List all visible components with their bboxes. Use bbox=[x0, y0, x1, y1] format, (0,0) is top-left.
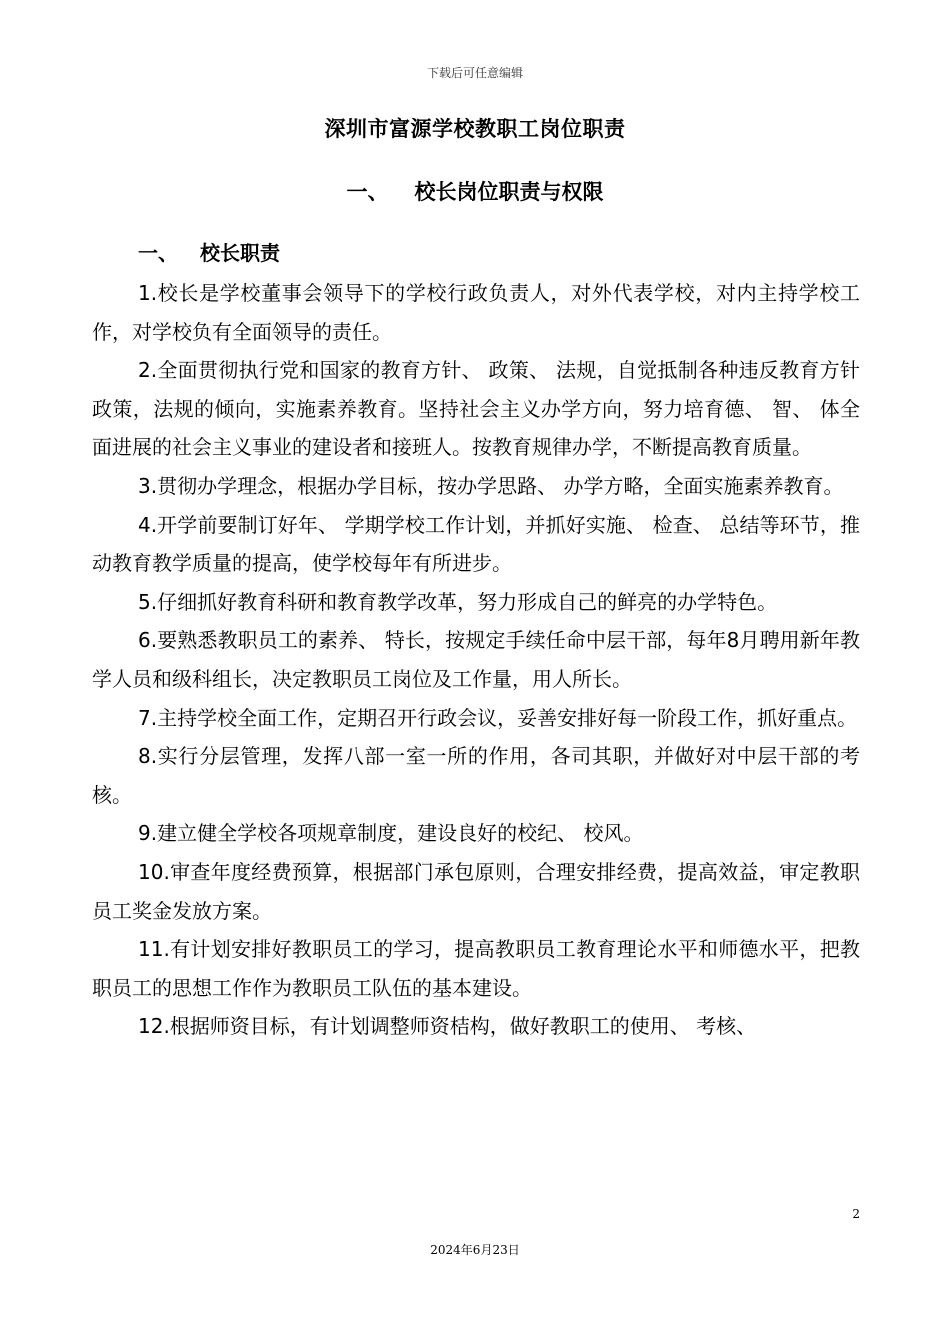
page-number: 2 bbox=[852, 1207, 860, 1221]
subsection-title-text: 校长职责 bbox=[200, 241, 280, 265]
paragraph-5: 5.仔细抓好教育科研和教育教学改革，努力形成自己的鲜亮的办学特色。 bbox=[138, 589, 778, 614]
footer-date: 2024年6月23日 bbox=[430, 1243, 520, 1257]
subsection-heading bbox=[138, 237, 280, 266]
subsection-number: 一、 bbox=[138, 241, 178, 265]
section-title-text: 校长岗位职责与权限 bbox=[414, 180, 604, 204]
paragraph-12: 12.根据师资目标，有计划调整师资桔构，做好教职工的使用、 考核、 bbox=[138, 1014, 757, 1039]
section-heading bbox=[0, 176, 950, 206]
paragraph-9: 9.建立健全学校各项规章制度，建设良好的校纪、 校风。 bbox=[138, 821, 644, 846]
paragraph-2: 2.全面贯彻执行党和国家的教育方针、 政策、 法规，自觉抵制各种违反教育方针政策，法规的倾向，实施素养教育。坚持社会主义办学方向，努力培育德、 智、 体全面进展的社会主义事业的建设者和接班人。按教育规律办学，不断提高教育质量。 bbox=[92, 358, 860, 460]
body-text bbox=[92, 274, 860, 1046]
paragraph-1: 1.校长是学校董事会领导下的学校行政负责人，对外代表学校，对内主持学校工作，对学校负有全面领导的责任。 bbox=[92, 281, 860, 344]
paragraph-4: 4.开学前要制订好年、 学期学校工作计划，并抓好实施、 检查、 总结等环节，推动教育教学质量的提高，使学校每年有所进步。 bbox=[92, 512, 860, 576]
document-title: 深圳市富源学校教职工岗位职责 bbox=[324, 117, 626, 141]
paragraph-7: 7.主持学校全面工作，定期召开行政会议，妥善安排好每一阶段工作，抓好重点。 bbox=[138, 705, 858, 730]
paragraph-10: 10.审查年度经费预算，根据部门承包原则，合理安排经费，提高效益，审定教职员工奖金发放方案。 bbox=[92, 859, 860, 923]
paragraph-3: 3.贯彻办学理念，根据办学目标，按办学思路、 办学方略，全面实施素养教育。 bbox=[138, 473, 844, 498]
paragraph-11: 11.有计划安排好教职员工的学习，提高教职员工教育理论水平和师德水平，把教职员工的思想工作作为教职员工队伍的基本建设。 bbox=[92, 937, 860, 1000]
paragraph-8: 8.实行分层管理，发挥八部一室一所的作用，各司其职，并做好对中层干部的考核。 bbox=[92, 744, 860, 807]
header-note: 下载后可任意编辑 bbox=[426, 66, 523, 80]
paragraph-6: 6.要熟悉教职员工的素养、 特长，按规定手续任命中层干部，每年8月聘用新年教学人员和级科组长，决定教职员工岗位及工作量，用人所长。 bbox=[92, 628, 860, 691]
section-number: 一、 bbox=[346, 180, 389, 204]
